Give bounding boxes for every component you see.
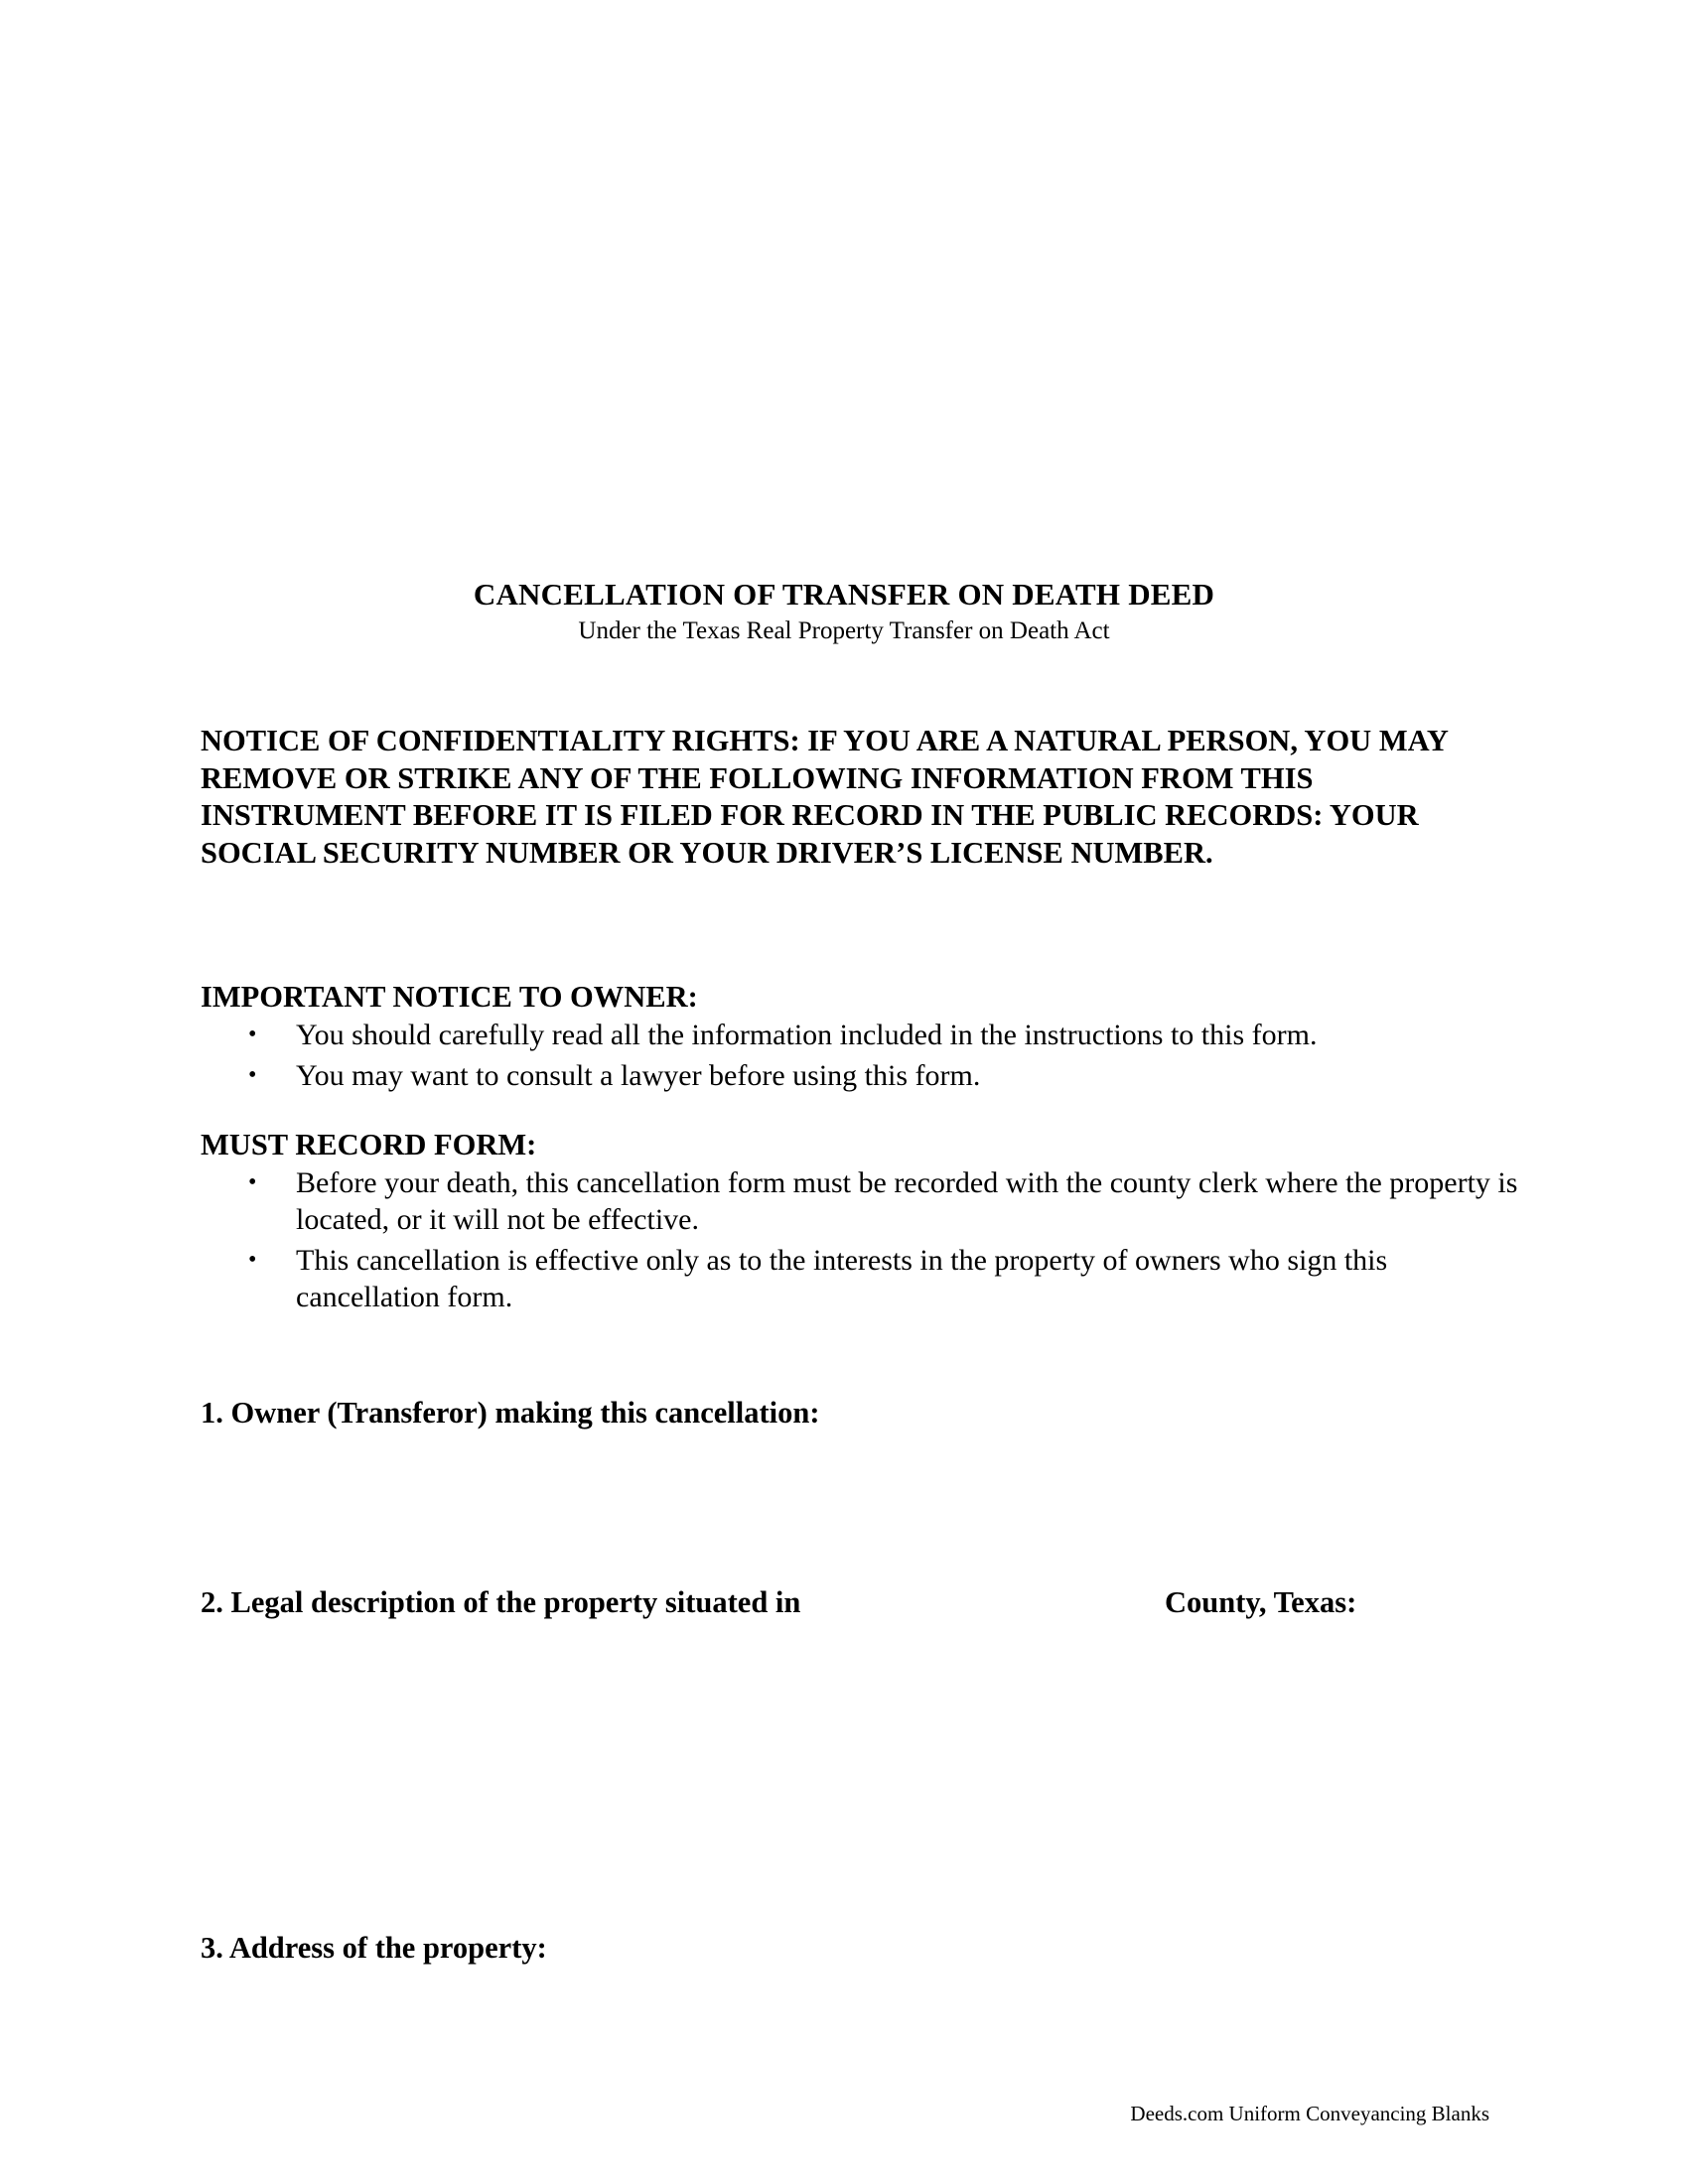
page-footer: Deeds.com Uniform Conveyancing Blanks: [1130, 2102, 1489, 2125]
list-item: [201, 1242, 1521, 1315]
bullet-icon: •: [248, 1022, 257, 1047]
confidentiality-notice: NOTICE OF CONFIDENTIALITY RIGHTS: IF YOU ARE A NATURAL PERSON, YOU MAY REMOVE OR STRIKE ANY OF THE FOLLOWING INFORMATION FROM THIS INSTRUMENT BEFORE IT IS FILED FOR RECORD IN THE PUBLIC RECORDS: YOUR SOCIAL SECURITY NUMBER OR YOUR DRIVER’S LICENSE NUMBER.: [201, 724, 1448, 870]
important-notice-heading: IMPORTANT NOTICE TO OWNER:: [201, 980, 698, 1014]
property-address-label: 3. Address of the property:: [201, 1931, 547, 1965]
must-record-list: [201, 1164, 1521, 1319]
list-item-text: Before your death, this cancellation form must be recorded with the county clerk where the property is located, or it will not be effective.: [296, 1166, 1518, 1236]
list-item-text: You should carefully read all the information included in the instructions to this form.: [296, 1019, 1318, 1051]
document-subtitle: Under the Texas Real Property Transfer on Death Act: [578, 617, 1110, 644]
owner-field-label: 1. Owner (Transferor) making this cancellation:: [201, 1396, 820, 1430]
important-notice-list: [201, 1017, 1521, 1098]
bullet-icon: •: [248, 1247, 257, 1273]
list-item: [201, 1164, 1521, 1238]
list-item: [201, 1057, 1521, 1094]
legal-description-label: 2. Legal description of the property situated in: [201, 1585, 801, 1619]
document-title: CANCELLATION OF TRANSFER ON DEATH DEED: [473, 577, 1215, 612]
bullet-icon: •: [248, 1062, 257, 1088]
list-item-text: You may want to consult a lawyer before using this form.: [296, 1059, 981, 1092]
county-texas-label: County, Texas:: [1165, 1585, 1357, 1619]
must-record-heading: MUST RECORD FORM:: [201, 1128, 537, 1161]
bullet-icon: •: [248, 1169, 257, 1195]
list-item: [201, 1017, 1521, 1053]
list-item-text: This cancellation is effective only as to the interests in the property of owners who sign this cancellation form.: [296, 1244, 1388, 1313]
